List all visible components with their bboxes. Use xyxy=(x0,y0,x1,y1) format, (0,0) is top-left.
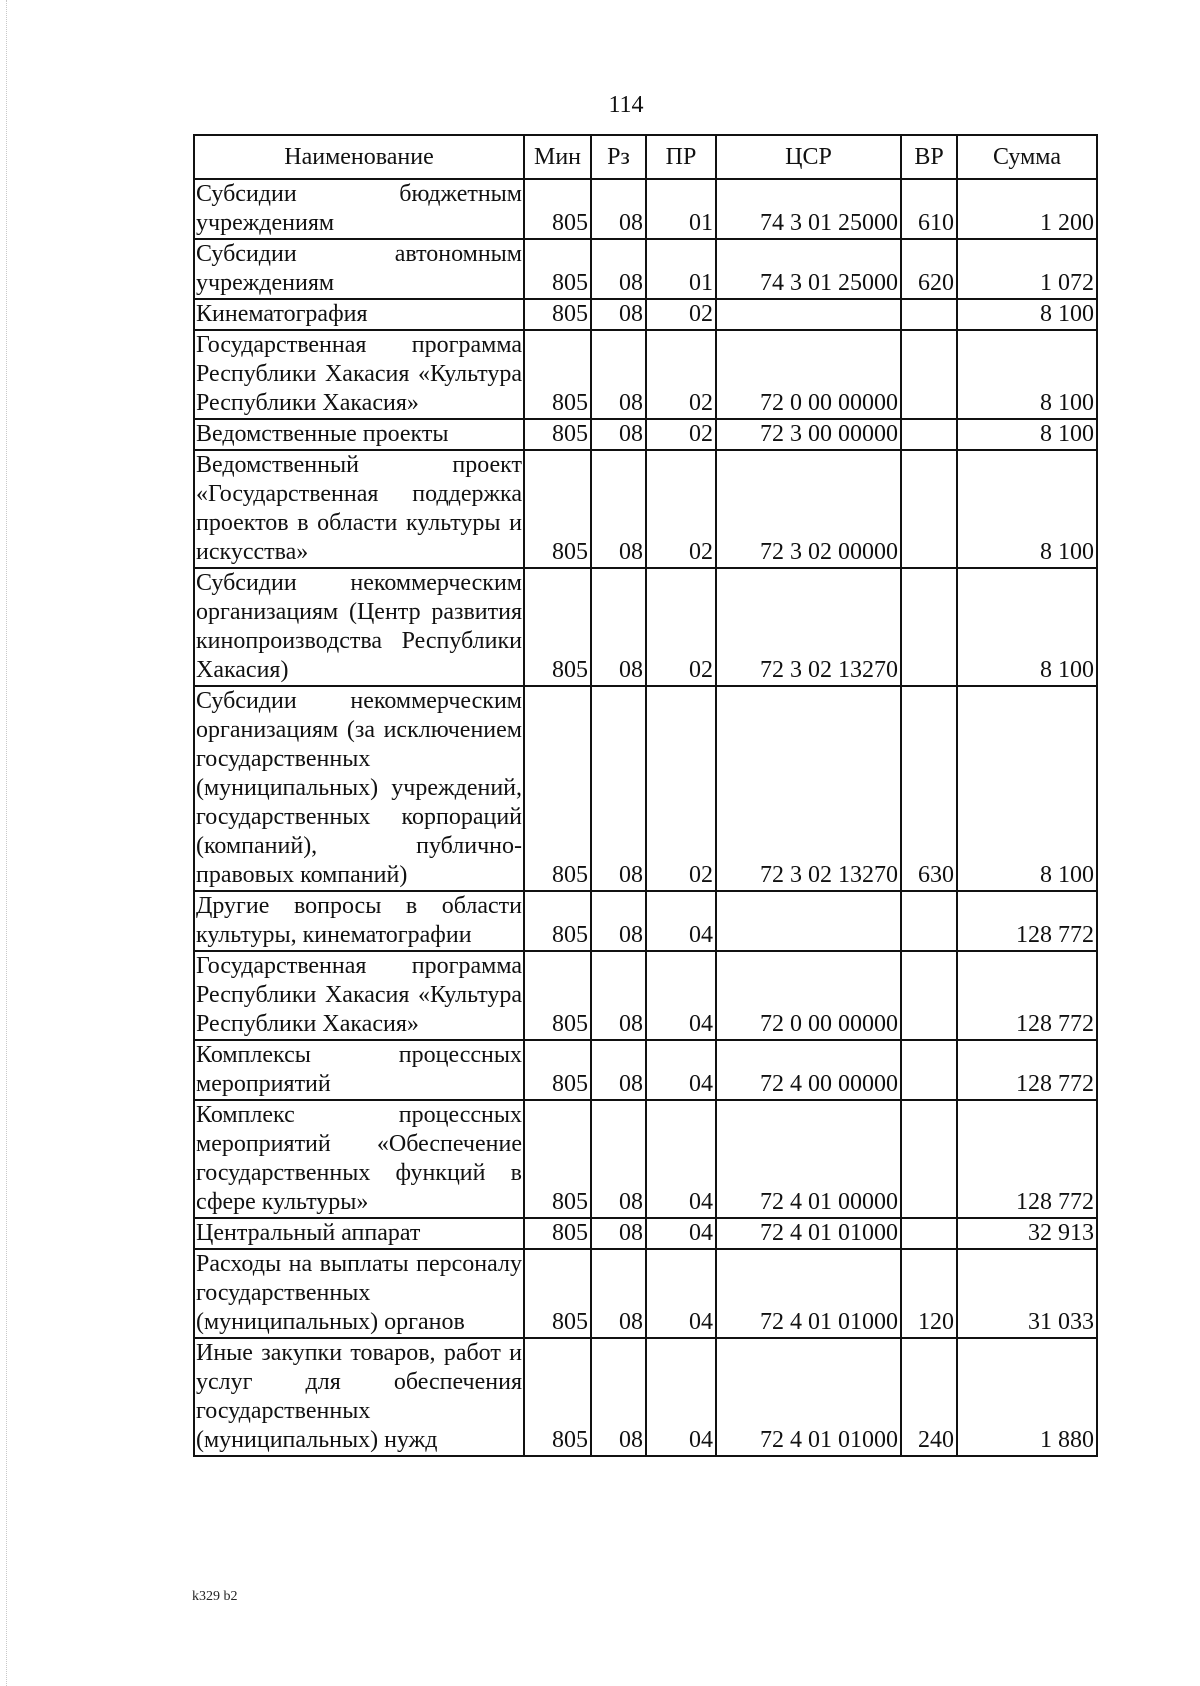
cell-vr: 610 xyxy=(901,179,957,239)
cell-rz: 08 xyxy=(591,239,646,299)
cell-min: 805 xyxy=(524,1338,591,1456)
cell-csr: 72 3 02 00000 xyxy=(716,450,901,568)
table-row xyxy=(194,330,1097,419)
table-row xyxy=(194,1338,1097,1456)
cell-vr xyxy=(901,330,957,419)
cell-pr: 04 xyxy=(646,951,716,1040)
cell-name: Расходы на выплаты персоналу государственных (муниципальных) органов xyxy=(194,1249,524,1338)
table-row xyxy=(194,1040,1097,1100)
cell-min: 805 xyxy=(524,951,591,1040)
cell-name: Субсидии бюджетным учреждениям xyxy=(194,179,524,239)
cell-pr: 04 xyxy=(646,1100,716,1218)
cell-sum: 128 772 xyxy=(957,1040,1097,1100)
table-row xyxy=(194,686,1097,891)
cell-pr: 02 xyxy=(646,450,716,568)
cell-sum: 8 100 xyxy=(957,686,1097,891)
cell-name: Иные закупки товаров, работ и услуг для обеспечения государственных (муниципальных) нужд xyxy=(194,1338,524,1456)
table-row xyxy=(194,299,1097,330)
cell-name: Комплекс процессных мероприятий «Обеспечение государственных функций в сфере культуры» xyxy=(194,1100,524,1218)
cell-csr: 72 4 01 01000 xyxy=(716,1218,901,1249)
cell-min: 805 xyxy=(524,568,591,686)
cell-vr: 240 xyxy=(901,1338,957,1456)
cell-sum: 1 072 xyxy=(957,239,1097,299)
cell-min: 805 xyxy=(524,179,591,239)
table-body xyxy=(194,179,1097,1456)
budget-table xyxy=(193,134,1098,1457)
cell-sum: 8 100 xyxy=(957,299,1097,330)
cell-min: 805 xyxy=(524,1100,591,1218)
cell-pr: 04 xyxy=(646,1338,716,1456)
cell-min: 805 xyxy=(524,1218,591,1249)
cell-sum: 1 200 xyxy=(957,179,1097,239)
cell-csr: 72 4 00 00000 xyxy=(716,1040,901,1100)
table-row xyxy=(194,1218,1097,1249)
cell-sum: 8 100 xyxy=(957,568,1097,686)
cell-sum: 8 100 xyxy=(957,419,1097,450)
cell-pr: 01 xyxy=(646,179,716,239)
cell-min: 805 xyxy=(524,891,591,951)
cell-name: Субсидии автономным учреждениям xyxy=(194,239,524,299)
cell-csr: 72 3 00 00000 xyxy=(716,419,901,450)
cell-rz: 08 xyxy=(591,419,646,450)
cell-min: 805 xyxy=(524,1249,591,1338)
cell-csr: 72 3 02 13270 xyxy=(716,686,901,891)
cell-vr xyxy=(901,1040,957,1100)
cell-sum: 8 100 xyxy=(957,450,1097,568)
cell-sum: 128 772 xyxy=(957,951,1097,1040)
cell-rz: 08 xyxy=(591,1100,646,1218)
table-row xyxy=(194,419,1097,450)
cell-min: 805 xyxy=(524,686,591,891)
cell-sum: 32 913 xyxy=(957,1218,1097,1249)
footer-document-code: k329 b2 xyxy=(192,1589,238,1604)
cell-vr: 630 xyxy=(901,686,957,891)
cell-pr: 04 xyxy=(646,891,716,951)
cell-rz: 08 xyxy=(591,686,646,891)
cell-vr xyxy=(901,951,957,1040)
cell-min: 805 xyxy=(524,419,591,450)
cell-name: Кинематография xyxy=(194,299,524,330)
page-number: 114 xyxy=(608,92,644,118)
cell-name: Другие вопросы в области культуры, кинематографии xyxy=(194,891,524,951)
cell-rz: 08 xyxy=(591,891,646,951)
cell-csr: 72 0 00 00000 xyxy=(716,330,901,419)
cell-csr: 72 4 01 01000 xyxy=(716,1249,901,1338)
cell-csr xyxy=(716,299,901,330)
cell-pr: 02 xyxy=(646,330,716,419)
cell-csr: 72 3 02 13270 xyxy=(716,568,901,686)
cell-rz: 08 xyxy=(591,450,646,568)
cell-csr: 74 3 01 25000 xyxy=(716,239,901,299)
cell-csr: 72 0 00 00000 xyxy=(716,951,901,1040)
cell-name: Комплексы процессных мероприятий xyxy=(194,1040,524,1100)
cell-name: Государственная программа Республики Хакасия «Культура Республики Хакасия» xyxy=(194,330,524,419)
cell-name: Субсидии некоммерческим организациям (Центр развития кинопроизводства Республики Хакасия) xyxy=(194,568,524,686)
cell-vr: 120 xyxy=(901,1249,957,1338)
cell-sum: 8 100 xyxy=(957,330,1097,419)
cell-min: 805 xyxy=(524,299,591,330)
header-rz: Рз xyxy=(591,135,646,179)
cell-vr: 620 xyxy=(901,239,957,299)
cell-rz: 08 xyxy=(591,1249,646,1338)
cell-pr: 02 xyxy=(646,419,716,450)
cell-vr xyxy=(901,1218,957,1249)
cell-rz: 08 xyxy=(591,299,646,330)
cell-sum: 128 772 xyxy=(957,1100,1097,1218)
cell-csr: 72 4 01 00000 xyxy=(716,1100,901,1218)
cell-min: 805 xyxy=(524,330,591,419)
cell-vr xyxy=(901,891,957,951)
table-row xyxy=(194,450,1097,568)
cell-rz: 08 xyxy=(591,1338,646,1456)
cell-min: 805 xyxy=(524,450,591,568)
cell-min: 805 xyxy=(524,239,591,299)
table-row xyxy=(194,891,1097,951)
cell-pr: 02 xyxy=(646,686,716,891)
cell-name: Центральный аппарат xyxy=(194,1218,524,1249)
cell-name: Ведомственный проект «Государственная поддержка проектов в области культуры и искусства» xyxy=(194,450,524,568)
table-row xyxy=(194,239,1097,299)
table-row xyxy=(194,179,1097,239)
header-name: Наименование xyxy=(194,135,524,179)
header-sum: Сумма xyxy=(957,135,1097,179)
cell-vr xyxy=(901,1100,957,1218)
header-pr: ПР xyxy=(646,135,716,179)
cell-rz: 08 xyxy=(591,179,646,239)
cell-pr: 02 xyxy=(646,568,716,686)
header-vr: ВР xyxy=(901,135,957,179)
cell-rz: 08 xyxy=(591,330,646,419)
cell-name: Ведомственные проекты xyxy=(194,419,524,450)
cell-sum: 31 033 xyxy=(957,1249,1097,1338)
cell-vr xyxy=(901,419,957,450)
cell-csr: 74 3 01 25000 xyxy=(716,179,901,239)
table-row xyxy=(194,568,1097,686)
cell-csr xyxy=(716,891,901,951)
cell-rz: 08 xyxy=(591,951,646,1040)
cell-csr: 72 4 01 01000 xyxy=(716,1338,901,1456)
cell-rz: 08 xyxy=(591,1218,646,1249)
header-csr: ЦСР xyxy=(716,135,901,179)
cell-vr xyxy=(901,568,957,686)
table-row xyxy=(194,1100,1097,1218)
cell-sum: 1 880 xyxy=(957,1338,1097,1456)
cell-rz: 08 xyxy=(591,1040,646,1100)
cell-pr: 04 xyxy=(646,1249,716,1338)
cell-name: Государственная программа Республики Хакасия «Культура Республики Хакасия» xyxy=(194,951,524,1040)
header-min: Мин xyxy=(524,135,591,179)
cell-rz: 08 xyxy=(591,568,646,686)
table-header-row xyxy=(194,135,1097,179)
cell-pr: 04 xyxy=(646,1218,716,1249)
cell-sum: 128 772 xyxy=(957,891,1097,951)
scan-edge-line xyxy=(6,0,7,1686)
cell-vr xyxy=(901,299,957,330)
table-row xyxy=(194,1249,1097,1338)
cell-pr: 01 xyxy=(646,239,716,299)
cell-min: 805 xyxy=(524,1040,591,1100)
cell-pr: 02 xyxy=(646,299,716,330)
table-row xyxy=(194,951,1097,1040)
cell-name: Субсидии некоммерческим организациям (за исключением государственных (муниципальных) учреждений, государственных корпораций (компаний), публично-правовых компаний) xyxy=(194,686,524,891)
cell-vr xyxy=(901,450,957,568)
cell-pr: 04 xyxy=(646,1040,716,1100)
